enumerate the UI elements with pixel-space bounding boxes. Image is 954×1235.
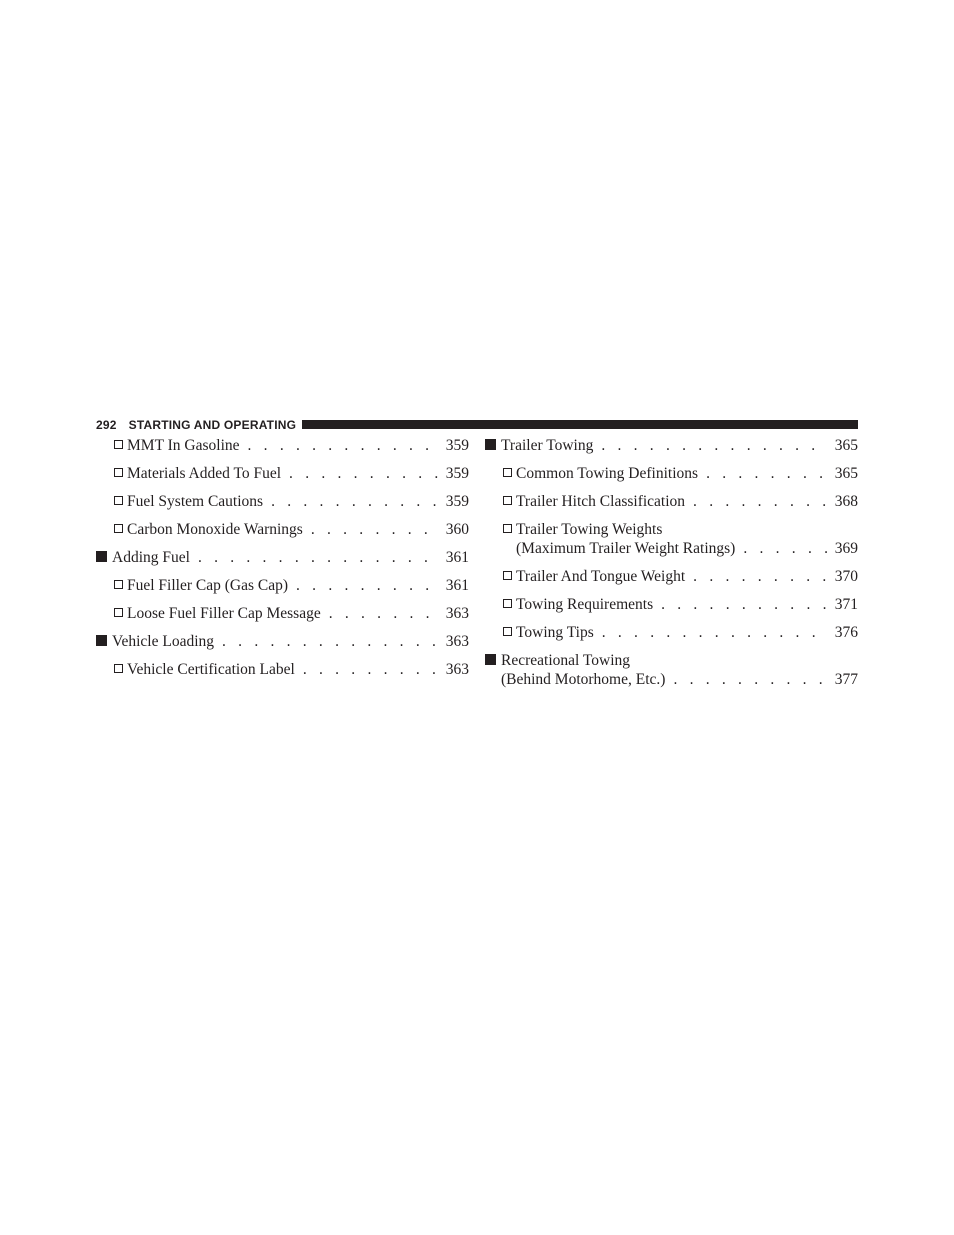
- toc-entry-label: Loose Fuel Filler Cap Message: [127, 605, 321, 622]
- toc-subsection-entry[interactable]: [485, 567, 858, 595]
- toc-section-entry[interactable]: [96, 548, 469, 576]
- toc-entry-label: Recreational Towing: [501, 652, 631, 669]
- toc-left-column: [96, 436, 469, 688]
- hollow-square-bullet-icon: [503, 496, 512, 505]
- dot-leader: [329, 604, 439, 623]
- toc-page-number: 360: [445, 521, 469, 538]
- toc-subsection-entry[interactable]: [96, 660, 469, 688]
- toc-page-number: 368: [834, 493, 858, 510]
- dot-leader: [743, 539, 828, 558]
- toc-page-number: 363: [445, 605, 469, 622]
- dot-leader: [289, 464, 439, 483]
- dot-leader: [602, 623, 828, 642]
- filled-square-bullet-icon: [96, 551, 107, 562]
- toc-subsection-entry[interactable]: [96, 436, 469, 464]
- header-rule: [302, 420, 858, 429]
- toc-page-number: 371: [834, 596, 858, 613]
- hollow-square-bullet-icon: [503, 468, 512, 477]
- page-header: [96, 417, 858, 433]
- toc-page-number: 363: [445, 661, 469, 678]
- toc-entry-label: Trailer Hitch Classification: [516, 493, 686, 510]
- hollow-square-bullet-icon: [114, 468, 123, 477]
- toc-section-entry[interactable]: [96, 632, 469, 660]
- dot-leader: [601, 436, 828, 455]
- toc-entry-label: Trailer And Tongue Weight: [516, 568, 686, 585]
- dot-leader: [248, 436, 439, 455]
- toc-subsection-entry[interactable]: [485, 464, 858, 492]
- section-title: STARTING AND OPERATING: [128, 418, 297, 432]
- toc-entry-label: Vehicle Certification Label: [127, 661, 295, 678]
- toc-page-number: 365: [834, 437, 858, 454]
- toc-subsection-entry[interactable]: [485, 492, 858, 520]
- toc-entry-label: Common Towing Definitions: [516, 465, 699, 482]
- dot-leader: [303, 660, 439, 679]
- toc-entry-label: (Maximum Trailer Weight Ratings): [516, 540, 736, 557]
- toc-entry-label: (Behind Motorhome, Etc.): [501, 671, 666, 688]
- filled-square-bullet-icon: [96, 635, 107, 646]
- toc-entry-label: Adding Fuel: [112, 549, 190, 566]
- hollow-square-bullet-icon: [503, 599, 512, 608]
- toc-subsection-entry[interactable]: [96, 604, 469, 632]
- toc-page-number: 361: [445, 549, 469, 566]
- dot-leader: [296, 576, 439, 595]
- filled-square-bullet-icon: [485, 654, 496, 665]
- hollow-square-bullet-icon: [114, 580, 123, 589]
- dot-leader: [311, 520, 439, 539]
- dot-leader: [706, 464, 828, 483]
- toc-page-number: 361: [445, 577, 469, 594]
- toc-page-number: 365: [834, 465, 858, 482]
- toc-entry-label: Trailer Towing Weights: [516, 521, 663, 538]
- toc-page-number: 363: [445, 633, 469, 650]
- dot-leader: [222, 632, 439, 651]
- toc-page-number: 376: [834, 624, 858, 641]
- toc-subsection-entry[interactable]: [485, 520, 858, 567]
- hollow-square-bullet-icon: [503, 524, 512, 533]
- toc-page-number: 370: [834, 568, 858, 585]
- toc-subsection-entry[interactable]: [96, 520, 469, 548]
- toc-entry-label: Towing Requirements: [516, 596, 654, 613]
- toc-entry-label: Fuel Filler Cap (Gas Cap): [127, 577, 289, 594]
- toc-subsection-entry[interactable]: [96, 576, 469, 604]
- toc-subsection-entry[interactable]: [96, 492, 469, 520]
- toc-entry-label: MMT In Gasoline: [127, 437, 240, 454]
- hollow-square-bullet-icon: [114, 664, 123, 673]
- toc-entry-label: Fuel System Cautions: [127, 493, 264, 510]
- dot-leader: [693, 492, 828, 511]
- toc-page-number: 359: [445, 437, 469, 454]
- toc-section-entry[interactable]: [485, 436, 858, 464]
- hollow-square-bullet-icon: [114, 524, 123, 533]
- toc-entry-label: Trailer Towing: [501, 437, 594, 454]
- dot-leader: [271, 492, 439, 511]
- page-number: 292: [96, 418, 117, 432]
- filled-square-bullet-icon: [485, 439, 496, 450]
- toc-entry-label: Carbon Monoxide Warnings: [127, 521, 303, 538]
- toc-right-column: [485, 436, 858, 698]
- toc-entry-label: Materials Added To Fuel: [127, 465, 282, 482]
- dot-leader: [693, 567, 828, 586]
- dot-leader: [661, 595, 828, 614]
- toc-entry-label: Vehicle Loading: [112, 633, 215, 650]
- toc-section-entry[interactable]: [485, 651, 858, 698]
- toc-subsection-entry[interactable]: [485, 595, 858, 623]
- toc-page-number: 369: [834, 540, 858, 557]
- toc-page-number: 359: [445, 493, 469, 510]
- hollow-square-bullet-icon: [503, 627, 512, 636]
- hollow-square-bullet-icon: [114, 496, 123, 505]
- hollow-square-bullet-icon: [114, 608, 123, 617]
- hollow-square-bullet-icon: [114, 440, 123, 449]
- dot-leader: [198, 548, 439, 567]
- toc-entry-label: Towing Tips: [516, 624, 594, 641]
- toc-page-number: 377: [834, 671, 858, 688]
- toc-page-number: 359: [445, 465, 469, 482]
- toc-subsection-entry[interactable]: [96, 464, 469, 492]
- hollow-square-bullet-icon: [503, 571, 512, 580]
- dot-leader: [673, 670, 828, 689]
- toc-subsection-entry[interactable]: [485, 623, 858, 651]
